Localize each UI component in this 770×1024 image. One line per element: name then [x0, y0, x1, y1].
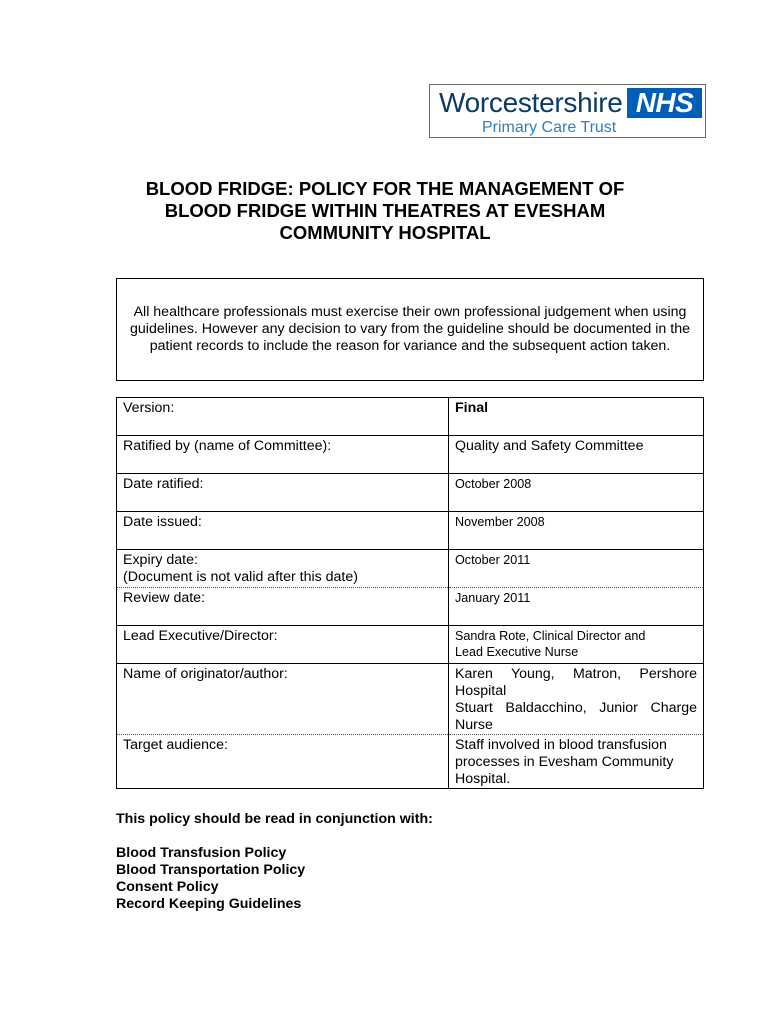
target-audience-value: Staff involved in blood transfusion processes in Evesham Community Hospital.: [449, 735, 704, 789]
document-control-table: [116, 397, 704, 789]
trust-logo: [429, 84, 706, 138]
table-row: [117, 398, 704, 436]
list-item: Blood Transportation Policy: [116, 862, 306, 878]
expiry-date-label: Expiry date:: [123, 552, 198, 568]
table-row: [117, 436, 704, 474]
disclaimer-text: All healthcare professionals must exercise their own professional judgement when using guidelines. However any decision to vary from the guideline should be documented in the patient records to include the reason for variance and the subsequent action taken.: [130, 304, 690, 354]
version-label: Version:: [117, 398, 449, 436]
originator-value-line-2: Stuart Baldacchino, Junior Charge Nurse: [455, 700, 697, 733]
title-line-2: BLOOD FRIDGE WITHIN THEATRES AT EVESHAM: [164, 200, 606, 221]
expiry-date-note: (Document is not valid after this date): [123, 569, 358, 585]
lead-executive-cell: [449, 626, 704, 664]
date-ratified-value: October 2008: [449, 474, 704, 512]
originator-cell: [449, 664, 704, 735]
list-item: Consent Policy: [116, 879, 219, 895]
expiry-date-cell: [117, 550, 449, 588]
version-value: Final: [449, 398, 704, 436]
date-issued-value: November 2008: [449, 512, 704, 550]
table-row: [117, 735, 704, 789]
read-with-heading: This policy should be read in conjunction with:: [116, 811, 433, 827]
target-audience-label: Target audience:: [117, 735, 449, 789]
originator-value-line-1: Karen Young, Matron, Pershore Hospital: [455, 666, 697, 699]
table-row: [117, 550, 704, 588]
table-row: [117, 588, 704, 626]
ratified-by-value: Quality and Safety Committee: [449, 436, 704, 474]
expiry-date-value: October 2011: [449, 550, 704, 588]
table-row: [117, 474, 704, 512]
logo-subtitle: Primary Care Trust: [482, 119, 617, 136]
table-row: [117, 626, 704, 664]
list-item: Record Keeping Guidelines: [116, 896, 302, 912]
table-row: [117, 512, 704, 550]
title-line-3: COMMUNITY HOSPITAL: [279, 222, 491, 243]
title-line-1: BLOOD FRIDGE: POLICY FOR THE MANAGEMENT OF: [145, 178, 625, 199]
lead-executive-value-line-1: Sandra Rote, Clinical Director and: [455, 629, 646, 643]
nhs-logo-mark: NHS: [627, 88, 702, 118]
originator-label: Name of originator/author:: [117, 664, 449, 735]
date-issued-label: Date issued:: [117, 512, 449, 550]
review-date-label: Review date:: [117, 588, 449, 626]
related-policies-list: [116, 845, 305, 913]
logo-org-name: Worcestershire: [439, 87, 623, 118]
table-row: [117, 664, 704, 735]
review-date-value: January 2011: [449, 588, 704, 626]
lead-executive-value-line-2: Lead Executive Nurse: [455, 645, 579, 659]
lead-executive-label: Lead Executive/Director:: [117, 626, 449, 664]
list-item: Blood Transfusion Policy: [116, 845, 287, 861]
ratified-by-label: Ratified by (name of Committee):: [117, 436, 449, 474]
document-title: [100, 178, 670, 244]
disclaimer-box: [116, 278, 704, 381]
date-ratified-label: Date ratified:: [117, 474, 449, 512]
